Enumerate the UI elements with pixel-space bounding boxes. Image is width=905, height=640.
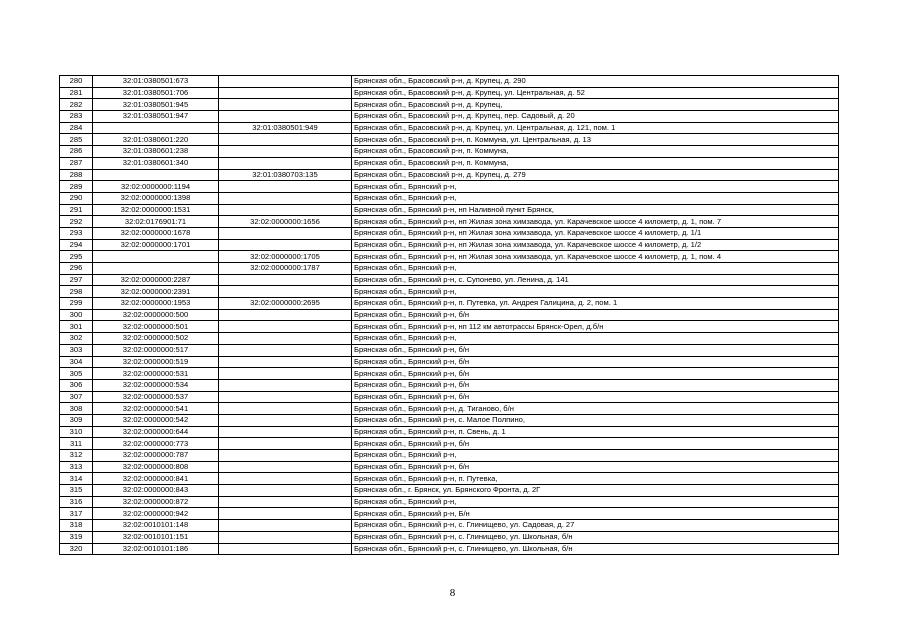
table-row (60, 134, 839, 146)
cadastral-number-cell: 32:02:0000000:841 (93, 473, 219, 485)
table-body (60, 76, 839, 555)
cadastral-number-cell: 32:02:0000000:1701 (93, 239, 219, 251)
address-cell: Брянская обл., Брянский р-н, (352, 286, 839, 298)
parent-cadastral-number-cell (219, 379, 352, 391)
parent-cadastral-number-cell (219, 333, 352, 345)
row-number-cell: 300 (60, 309, 93, 321)
cadastral-number-cell: 32:02:0000000:644 (93, 426, 219, 438)
parent-cadastral-number-cell (219, 461, 352, 473)
table-row (60, 414, 839, 426)
cadastral-number-cell: 32:02:0000000:1194 (93, 181, 219, 193)
row-number-cell: 284 (60, 122, 93, 134)
table-row (60, 496, 839, 508)
address-cell: Брянская обл., Брасовский р-н, д. Крупец, д. 290 (352, 76, 839, 88)
row-number-cell: 316 (60, 496, 93, 508)
parent-cadastral-number-cell: 32:02:0000000:1705 (219, 251, 352, 263)
row-number-cell: 301 (60, 321, 93, 333)
address-cell: Брянская обл., Брасовский р-н, д. Крупец, пер. Садовый, д. 20 (352, 111, 839, 123)
address-cell: Брянская обл., Брянский р-н, б/н (352, 309, 839, 321)
parent-cadastral-number-cell (219, 473, 352, 485)
address-cell: Брянская обл., Брянский р-н, нп Жилая зона химзавода, ул. Карачевское шоссе 4 километр, д. 1/1 (352, 227, 839, 239)
address-cell: Брянская обл., Брасовский р-н, д. Крупец, (352, 99, 839, 111)
row-number-cell: 303 (60, 344, 93, 356)
cadastral-number-cell: 32:01:0380601:238 (93, 146, 219, 158)
cadastral-number-cell: 32:02:0000000:541 (93, 403, 219, 415)
address-cell: Брянская обл., Брянский р-н, нп Жилая зона химзавода, ул. Карачевское шоссе 4 километр, д. 1/2 (352, 239, 839, 251)
cadastral-number-cell: 32:02:0000000:2391 (93, 286, 219, 298)
cadastral-number-cell: 32:02:0000000:1531 (93, 204, 219, 216)
parent-cadastral-number-cell (219, 146, 352, 158)
table-row (60, 344, 839, 356)
parent-cadastral-number-cell: 32:02:0000000:1787 (219, 263, 352, 275)
cadastral-number-cell: 32:02:0000000:773 (93, 438, 219, 450)
row-number-cell: 298 (60, 286, 93, 298)
parent-cadastral-number-cell (219, 321, 352, 333)
table-row (60, 169, 839, 181)
row-number-cell: 317 (60, 508, 93, 520)
parent-cadastral-number-cell (219, 426, 352, 438)
cadastral-number-cell: 32:02:0010101:148 (93, 520, 219, 532)
table-row (60, 543, 839, 555)
address-cell: Брянская обл., Брасовский р-н, д. Крупец, д. 279 (352, 169, 839, 181)
cadastral-number-cell: 32:02:0000000:500 (93, 309, 219, 321)
parent-cadastral-number-cell (219, 76, 352, 88)
cadastral-number-cell: 32:02:0000000:787 (93, 450, 219, 462)
cadastral-number-cell: 32:02:0176901:71 (93, 216, 219, 228)
address-cell: Брянская обл., Брянский р-н, с. Супонево, ул. Ленина, д. 141 (352, 274, 839, 286)
cadastral-number-cell: 32:01:0380501:706 (93, 87, 219, 99)
cadastral-number-cell: 32:02:0010101:186 (93, 543, 219, 555)
cadastral-number-cell: 32:02:0000000:537 (93, 391, 219, 403)
table-row (60, 87, 839, 99)
table-row (60, 251, 839, 263)
cadastral-number-cell: 32:02:0000000:942 (93, 508, 219, 520)
row-number-cell: 312 (60, 450, 93, 462)
parent-cadastral-number-cell (219, 368, 352, 380)
parent-cadastral-number-cell (219, 286, 352, 298)
parent-cadastral-number-cell (219, 508, 352, 520)
cadastral-number-cell: 32:02:0000000:843 (93, 485, 219, 497)
cadastral-number-cell: 32:01:0380501:673 (93, 76, 219, 88)
table-row (60, 438, 839, 450)
parent-cadastral-number-cell (219, 192, 352, 204)
row-number-cell: 308 (60, 403, 93, 415)
address-cell: Брянская обл., Брасовский р-н, п. Коммуна, (352, 146, 839, 158)
address-cell: Брянская обл., Брянский р-н, п. Свень, д. 1 (352, 426, 839, 438)
address-cell: Брянская обл., Брянский р-н, б/н (352, 344, 839, 356)
address-cell: Брянская обл., Брянский р-н, б/н (352, 438, 839, 450)
table-row (60, 379, 839, 391)
row-number-cell: 291 (60, 204, 93, 216)
table-row (60, 239, 839, 251)
address-cell: Брянская обл., Брянский р-н, с. Глинищево, ул. Садовая, д. 27 (352, 520, 839, 532)
parent-cadastral-number-cell (219, 520, 352, 532)
table-row (60, 309, 839, 321)
table-row (60, 298, 839, 310)
row-number-cell: 290 (60, 192, 93, 204)
row-number-cell: 283 (60, 111, 93, 123)
cadastral-number-cell: 32:02:0000000:531 (93, 368, 219, 380)
cadastral-number-cell: 32:02:0000000:2287 (93, 274, 219, 286)
address-cell: Брянская обл., Брянский р-н, д. Тиганово, б/н (352, 403, 839, 415)
row-number-cell: 286 (60, 146, 93, 158)
table-row (60, 204, 839, 216)
parent-cadastral-number-cell (219, 111, 352, 123)
row-number-cell: 319 (60, 531, 93, 543)
cadastral-number-cell: 32:02:0000000:1398 (93, 192, 219, 204)
cadastral-number-cell (93, 263, 219, 275)
table-row (60, 181, 839, 193)
address-cell: Брянская обл., Брасовский р-н, п. Коммуна, ул. Центральная, д. 13 (352, 134, 839, 146)
cadastral-number-cell (93, 251, 219, 263)
row-number-cell: 307 (60, 391, 93, 403)
row-number-cell: 309 (60, 414, 93, 426)
parent-cadastral-number-cell (219, 414, 352, 426)
table-row (60, 286, 839, 298)
cadastral-number-cell: 32:01:0380601:220 (93, 134, 219, 146)
address-cell: Брянская обл., Брянский р-н, п. Путевка, (352, 473, 839, 485)
address-cell: Брянская обл., Брянский р-н, нп Жилая зона химзавода, ул. Карачевское шоссе 4 километр, д. 1, пом. 4 (352, 251, 839, 263)
table-row (60, 461, 839, 473)
row-number-cell: 287 (60, 157, 93, 169)
cadastral-number-cell: 32:02:0000000:502 (93, 333, 219, 345)
address-cell: Брянская обл., Брянский р-н, (352, 496, 839, 508)
table-row (60, 368, 839, 380)
table-row (60, 356, 839, 368)
row-number-cell: 292 (60, 216, 93, 228)
parent-cadastral-number-cell (219, 391, 352, 403)
address-cell: Брянская обл., Брянский р-н, (352, 181, 839, 193)
address-cell: Брянская обл., Брянский р-н, нп Наливной пункт Брянск, (352, 204, 839, 216)
parent-cadastral-number-cell (219, 239, 352, 251)
parent-cadastral-number-cell (219, 485, 352, 497)
row-number-cell: 320 (60, 543, 93, 555)
address-cell: Брянская обл., Брянский р-н, б/н (352, 391, 839, 403)
row-number-cell: 313 (60, 461, 93, 473)
cadastral-number-cell: 32:01:0380501:945 (93, 99, 219, 111)
row-number-cell: 310 (60, 426, 93, 438)
parent-cadastral-number-cell (219, 438, 352, 450)
table-row (60, 111, 839, 123)
table-row (60, 263, 839, 275)
address-cell: Брянская обл., Брянский р-н, б/н (352, 461, 839, 473)
parent-cadastral-number-cell (219, 134, 352, 146)
row-number-cell: 293 (60, 227, 93, 239)
address-cell: Брянская обл., Брянский р-н, с. Малое Полпино, (352, 414, 839, 426)
table-row (60, 321, 839, 333)
parent-cadastral-number-cell (219, 309, 352, 321)
address-cell: Брянская обл., Брянский р-н, (352, 192, 839, 204)
table-row (60, 192, 839, 204)
table-row (60, 122, 839, 134)
cadastral-number-cell: 32:02:0000000:519 (93, 356, 219, 368)
cadastral-number-cell: 32:01:0380601:340 (93, 157, 219, 169)
row-number-cell: 295 (60, 251, 93, 263)
address-cell: Брянская обл., Брянский р-н, (352, 263, 839, 275)
cadastral-number-cell: 32:01:0380501:947 (93, 111, 219, 123)
address-cell: Брянская обл., Брянский р-н, (352, 333, 839, 345)
table-row (60, 426, 839, 438)
row-number-cell: 304 (60, 356, 93, 368)
address-cell: Брянская обл., Брасовский р-н, п. Коммуна, (352, 157, 839, 169)
table-row (60, 403, 839, 415)
parent-cadastral-number-cell (219, 344, 352, 356)
page-number: 8 (449, 587, 456, 599)
table-row (60, 531, 839, 543)
address-cell: Брянская обл., г. Брянск, ул. Брянского Фронта, д. 2Г (352, 485, 839, 497)
parent-cadastral-number-cell (219, 181, 352, 193)
address-cell: Брянская обл., Брянский р-н, б/н (352, 379, 839, 391)
address-cell: Брянская обл., Брянский р-н, с. Глинищево, ул. Школьная, б/н (352, 531, 839, 543)
row-number-cell: 296 (60, 263, 93, 275)
cadastral-number-cell: 32:02:0000000:1953 (93, 298, 219, 310)
row-number-cell: 314 (60, 473, 93, 485)
parent-cadastral-number-cell (219, 543, 352, 555)
row-number-cell: 302 (60, 333, 93, 345)
row-number-cell: 315 (60, 485, 93, 497)
table-row (60, 485, 839, 497)
cadastral-number-cell (93, 122, 219, 134)
parent-cadastral-number-cell (219, 531, 352, 543)
table-row (60, 391, 839, 403)
table-row (60, 450, 839, 462)
table-row (60, 76, 839, 88)
cadastral-table (59, 75, 839, 555)
cadastral-number-cell (93, 169, 219, 181)
cadastral-number-cell: 32:02:0000000:542 (93, 414, 219, 426)
address-cell: Брянская обл., Брянский р-н, б/н (352, 368, 839, 380)
row-number-cell: 311 (60, 438, 93, 450)
cadastral-number-cell: 32:02:0000000:534 (93, 379, 219, 391)
address-cell: Брянская обл., Брянский р-н, с. Глинищево, ул. Школьная, б/н (352, 543, 839, 555)
parent-cadastral-number-cell (219, 99, 352, 111)
cadastral-number-cell: 32:02:0010101:151 (93, 531, 219, 543)
table-row (60, 520, 839, 532)
parent-cadastral-number-cell: 32:02:0000000:1656 (219, 216, 352, 228)
row-number-cell: 297 (60, 274, 93, 286)
row-number-cell: 281 (60, 87, 93, 99)
address-cell: Брянская обл., Брянский р-н, Б/н (352, 508, 839, 520)
cadastral-number-cell: 32:02:0000000:872 (93, 496, 219, 508)
row-number-cell: 294 (60, 239, 93, 251)
row-number-cell: 288 (60, 169, 93, 181)
table-row (60, 216, 839, 228)
row-number-cell: 299 (60, 298, 93, 310)
row-number-cell: 282 (60, 99, 93, 111)
row-number-cell: 318 (60, 520, 93, 532)
address-cell: Брянская обл., Брянский р-н, п. Путевка, ул. Андрея Галицина, д. 2, пом. 1 (352, 298, 839, 310)
cadastral-number-cell: 32:02:0000000:501 (93, 321, 219, 333)
row-number-cell: 306 (60, 379, 93, 391)
parent-cadastral-number-cell: 32:01:0380703:135 (219, 169, 352, 181)
row-number-cell: 285 (60, 134, 93, 146)
cadastral-number-cell: 32:02:0000000:517 (93, 344, 219, 356)
parent-cadastral-number-cell: 32:01:0380501:949 (219, 122, 352, 134)
table-row (60, 274, 839, 286)
parent-cadastral-number-cell (219, 157, 352, 169)
parent-cadastral-number-cell (219, 227, 352, 239)
row-number-cell: 280 (60, 76, 93, 88)
address-cell: Брянская обл., Брасовский р-н, д. Крупец, ул. Центральная, д. 121, пом. 1 (352, 122, 839, 134)
address-cell: Брянская обл., Брасовский р-н, д. Крупец, ул. Центральная, д. 52 (352, 87, 839, 99)
row-number-cell: 289 (60, 181, 93, 193)
table-row (60, 508, 839, 520)
cadastral-number-cell: 32:02:0000000:808 (93, 461, 219, 473)
address-cell: Брянская обл., Брянский р-н, (352, 450, 839, 462)
table-row (60, 146, 839, 158)
cadastral-number-cell: 32:02:0000000:1678 (93, 227, 219, 239)
parent-cadastral-number-cell (219, 87, 352, 99)
parent-cadastral-number-cell (219, 356, 352, 368)
table-row (60, 333, 839, 345)
parent-cadastral-number-cell (219, 204, 352, 216)
parent-cadastral-number-cell: 32:02:0000000:2695 (219, 298, 352, 310)
parent-cadastral-number-cell (219, 403, 352, 415)
table-row (60, 473, 839, 485)
parent-cadastral-number-cell (219, 496, 352, 508)
parent-cadastral-number-cell (219, 274, 352, 286)
address-cell: Брянская обл., Брянский р-н, нп Жилая зона химзавода, ул. Карачевское шоссе 4 километр, д. 1, пом. 7 (352, 216, 839, 228)
parent-cadastral-number-cell (219, 450, 352, 462)
table-row (60, 157, 839, 169)
row-number-cell: 305 (60, 368, 93, 380)
table-row (60, 227, 839, 239)
address-cell: Брянская обл., Брянский р-н, нп 112 км автотрассы Брянск-Орел, д.б/н (352, 321, 839, 333)
table-row (60, 99, 839, 111)
address-cell: Брянская обл., Брянский р-н, б/н (352, 356, 839, 368)
